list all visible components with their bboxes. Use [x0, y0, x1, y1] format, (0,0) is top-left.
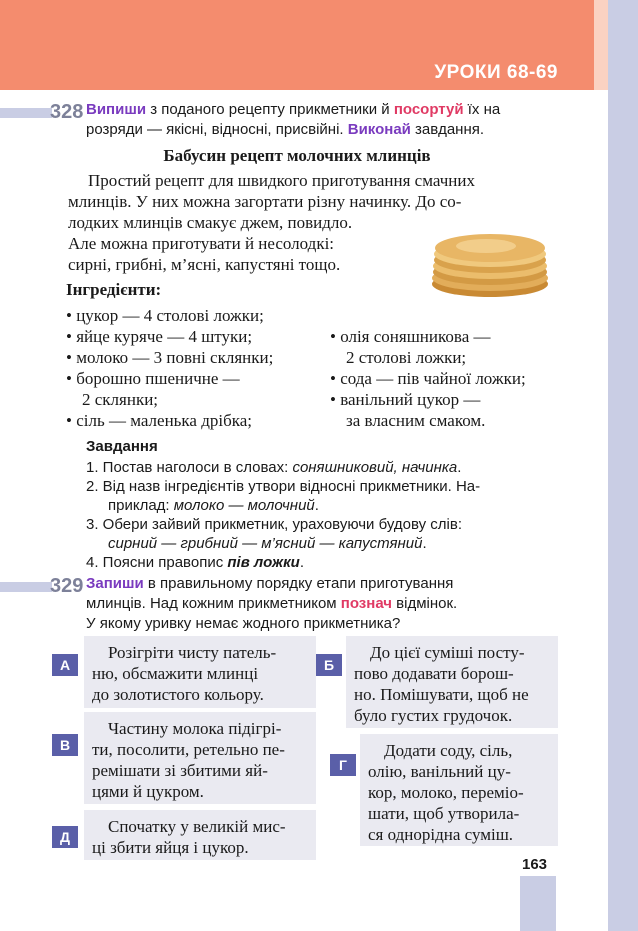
- text-line: ремішати зі збитими яй-: [92, 761, 268, 780]
- text-line: пово додавати борош-: [354, 664, 514, 683]
- text-line: Частину молока підігрі-: [108, 719, 282, 738]
- list-item: [86, 458, 526, 477]
- page-number: 163: [522, 856, 548, 873]
- tasks-heading: Завдання: [86, 438, 158, 455]
- card-b: [346, 636, 558, 728]
- task-text: .: [457, 459, 462, 476]
- list-item: 2 столові ложки;: [346, 348, 467, 367]
- card-label-b: Б: [316, 654, 342, 676]
- pancakes-image: [428, 220, 552, 300]
- task-example: соняшниковий, начинка: [292, 459, 458, 476]
- text-line: До цієї суміші посту-: [370, 643, 525, 662]
- list-item: [86, 496, 526, 515]
- lesson-title: УРОКИ 68-69: [434, 62, 558, 83]
- text-line: ся однорідна суміш.: [368, 825, 514, 844]
- task-verb: познач: [340, 595, 392, 612]
- exercise-number: 328: [50, 101, 84, 123]
- ingredients-heading: Інгредієнти:: [66, 280, 162, 299]
- text-line: було густих грудочок.: [354, 706, 513, 725]
- header-strip: [594, 0, 608, 90]
- list-item: 2. Від назв інгредієнтів утвори відносні прикметники. На-: [86, 478, 481, 495]
- list-item: • борошно пшеничне —: [66, 369, 240, 388]
- card-d: [84, 810, 316, 860]
- list-item: • молоко — 3 повні склянки;: [66, 348, 274, 367]
- ingredients-list-left: [66, 305, 273, 431]
- card-g: [360, 734, 558, 846]
- task-text: .: [422, 535, 427, 552]
- task-verb: посортуй: [393, 101, 464, 118]
- list-item: • сіль — маленька дрібка;: [66, 411, 253, 430]
- task-text: розряди — якісні, відносні, присвійні.: [86, 121, 348, 138]
- page-edge-bar: [608, 0, 638, 931]
- text-line: Але можна приготувати й несолодкі:: [68, 234, 335, 253]
- list-item: • ванільний цукор —: [330, 390, 481, 409]
- text-line: цями й цукром.: [92, 782, 204, 801]
- card-label-v: В: [52, 734, 78, 756]
- page-number-bar: [520, 876, 556, 931]
- card-v: [84, 712, 316, 804]
- task-verb: Виконай: [347, 121, 411, 138]
- task-example: пів ложки: [227, 554, 300, 571]
- exercise-task: [86, 100, 546, 140]
- text-line: Додати соду, сіль,: [384, 741, 513, 760]
- exercise-task: [86, 574, 521, 634]
- task-text: завдання.: [410, 121, 485, 138]
- list-item: за власним смаком.: [346, 411, 486, 430]
- text-line: кор, молоко, переміо-: [368, 783, 524, 802]
- task-verb: Випиши: [86, 101, 147, 118]
- task-text: 1. Постав наголоси в словах:: [86, 459, 293, 476]
- text-line: ці збити яйця і цукор.: [92, 838, 249, 857]
- text-line: но. Помішувати, щоб не: [354, 685, 529, 704]
- exercise-marker-bar: [0, 582, 52, 592]
- card-label-a: А: [52, 654, 78, 676]
- list-item: [86, 553, 526, 572]
- text-line: ти, посолити, ретельно пе-: [92, 740, 285, 759]
- card-a: [84, 636, 316, 708]
- text-line: лодких млинців смакує джем, повидло.: [68, 213, 353, 232]
- text-line: до золотистого кольору.: [92, 685, 264, 704]
- text-line: сирні, грибні, м’ясні, капустяні тощо.: [68, 255, 341, 274]
- task-text: У якому уривку немає жодного прикметника?: [86, 615, 401, 632]
- text-line: Спочатку у великій мис-: [108, 817, 286, 836]
- task-verb: Запиши: [86, 575, 144, 592]
- exercise-marker-bar: [0, 108, 52, 118]
- exercise-number: 329: [50, 575, 84, 597]
- list-item: • сода — пів чайної ложки;: [330, 369, 526, 388]
- task-example: сирний — грибний — м’ясний — капустяний: [108, 535, 423, 552]
- list-item: 3. Обери зайвий прикметник, ураховуючи будову слів:: [86, 516, 462, 533]
- task-example: молоко — молочний: [173, 497, 315, 514]
- text-line: Розігріти чисту патель-: [108, 643, 277, 662]
- task-text: їх на: [463, 101, 501, 118]
- task-text: .: [299, 554, 305, 571]
- task-text: приклад:: [108, 497, 174, 514]
- tasks-list: [86, 458, 526, 572]
- task-text: з поданого рецепту прикметники й: [146, 101, 394, 118]
- list-item: 2 склянки;: [82, 390, 159, 409]
- list-item: • яйце куряче — 4 штуки;: [66, 327, 253, 346]
- task-text: .: [314, 497, 319, 514]
- text-line: ню, обсмажити млинці: [92, 664, 259, 683]
- task-text: 4. Поясни правопис: [86, 554, 228, 571]
- list-item: • цукор — 4 столові ложки;: [66, 306, 264, 325]
- text-line: млинців. У них можна загортати різну начинку. До со-: [68, 192, 462, 211]
- ingredients-list-right: [330, 326, 526, 431]
- task-text: в правильному порядку етапи приготування: [143, 575, 454, 592]
- task-text: відмінок.: [392, 595, 458, 612]
- text-line: шати, щоб утворила-: [368, 804, 520, 823]
- recipe-title: Бабусин рецепт молочних млинців: [163, 146, 431, 165]
- card-label-d: Д: [52, 826, 78, 848]
- text-line: олію, ванільний цу-: [368, 762, 511, 781]
- text-line: Простий рецепт для швидкого приготування смачних: [88, 171, 475, 190]
- list-item: • олія соняшникова —: [330, 327, 491, 346]
- task-text: млинців. Над кожним прикметником: [86, 595, 341, 612]
- list-item: [86, 534, 526, 553]
- card-label-g: Г: [330, 754, 356, 776]
